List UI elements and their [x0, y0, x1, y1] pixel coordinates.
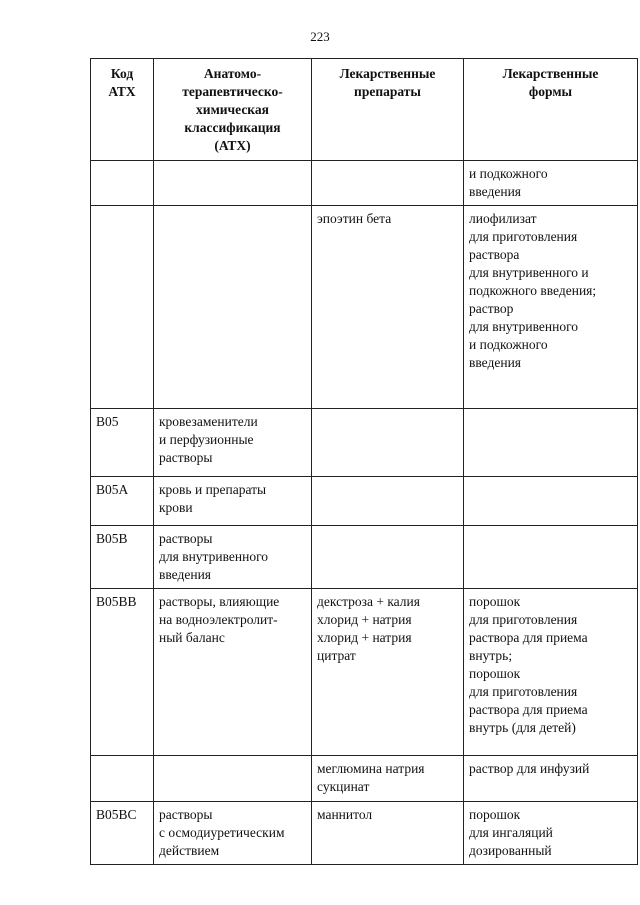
cell-form: порошок для ингаляций дозированный — [464, 802, 638, 865]
cell-code: B05BB — [91, 589, 154, 756]
cell-drug — [312, 161, 464, 206]
cell-drug: меглюмина натрия сукцинат — [312, 756, 464, 802]
cell-classification: кровь и препараты крови — [154, 477, 312, 526]
cell-drug — [312, 477, 464, 526]
cell-code: B05B — [91, 526, 154, 589]
header-forms: Лекарственные формы — [464, 59, 638, 161]
table-row — [91, 802, 638, 865]
cell-classification: кровезаменители и перфузионные растворы — [154, 409, 312, 477]
cell-drug: маннитол — [312, 802, 464, 865]
header-code: Код АТХ — [91, 59, 154, 161]
cell-form — [464, 526, 638, 589]
table-header-row — [91, 59, 638, 161]
cell-code: B05BC — [91, 802, 154, 865]
cell-classification — [154, 756, 312, 802]
cell-code — [91, 206, 154, 409]
cell-code: B05A — [91, 477, 154, 526]
cell-form: раствор для инфузий — [464, 756, 638, 802]
cell-form: порошок для приготовления раствора для приема внутрь; порошок для приготовления раствора для приема внутрь (для детей) — [464, 589, 638, 756]
cell-form — [464, 477, 638, 526]
table-row — [91, 589, 638, 756]
cell-classification: растворы с осмодиуретическим действием — [154, 802, 312, 865]
cell-form: и подкожного введения — [464, 161, 638, 206]
cell-code — [91, 756, 154, 802]
header-classification: Анатомо- терапевтическо- химическая классификация (АТХ) — [154, 59, 312, 161]
table-row — [91, 409, 638, 477]
cell-classification: растворы, влияющие на водноэлектролит- ный баланс — [154, 589, 312, 756]
cell-classification — [154, 161, 312, 206]
cell-drug — [312, 409, 464, 477]
header-drugs: Лекарственные препараты — [312, 59, 464, 161]
table-row — [91, 477, 638, 526]
cell-classification — [154, 206, 312, 409]
table-row — [91, 161, 638, 206]
page-number: 223 — [310, 29, 330, 44]
cell-classification: растворы для внутривенного введения — [154, 526, 312, 589]
cell-form: лиофилизат для приготовления раствора для внутривенного и подкожного введения; раствор для внутривенного и подкожного введения — [464, 206, 638, 409]
cell-code — [91, 161, 154, 206]
cell-code: B05 — [91, 409, 154, 477]
cell-drug: эпоэтин бета — [312, 206, 464, 409]
cell-form — [464, 409, 638, 477]
table-row — [91, 206, 638, 409]
atx-drug-table — [90, 58, 638, 865]
table-row — [91, 756, 638, 802]
cell-drug — [312, 526, 464, 589]
table-row — [91, 526, 638, 589]
cell-drug: декстроза + калия хлорид + натрия хлорид + натрия цитрат — [312, 589, 464, 756]
